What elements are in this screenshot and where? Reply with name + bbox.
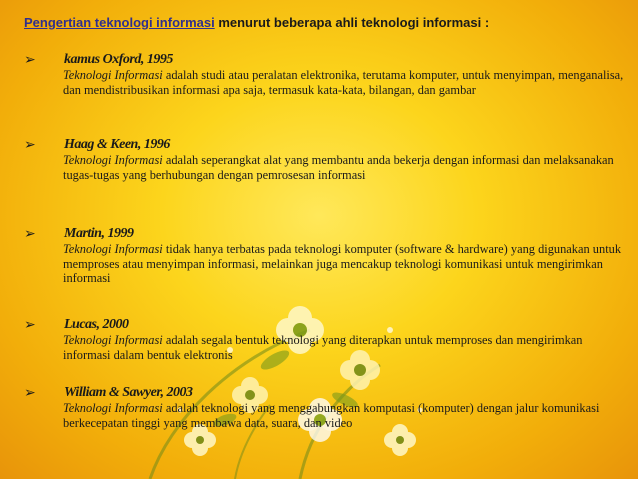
entry-author: William & Sawyer, 2003 [64,385,193,400]
heading-link[interactable]: Pengertian teknologi informasi [24,15,215,30]
entry-text: adalah segala bentuk teknologi yang diterapkan untuk memproses dan mengirimkan informasi dalam bentuk elektronis [63,333,583,362]
entry-author: kamus Oxford, 1995 [64,52,173,67]
entry-term: Teknologi Informasi [63,68,163,82]
entry-author: Martin, 1999 [64,226,134,241]
entry-term: Teknologi Informasi [63,153,163,167]
entry-term: Teknologi Informasi [63,242,163,256]
definition-entry [24,225,624,286]
entry-description [63,333,624,362]
arrow-check-bullet-icon: ➢ [24,317,36,333]
definition-entry [24,316,624,362]
arrow-check-bullet-icon: ➢ [24,226,36,242]
heading-text: menurut beberapa ahli teknologi informasi : [214,15,490,30]
entry-text: adalah studi atau peralatan elektronika, terutama komputer, untuk menyimpan, menganalisa, dan mendistribusikan informasi apa saja, termasuk kata-kata, bilangan, dan gambar [63,68,624,97]
entry-term: Teknologi Informasi [63,401,163,415]
arrow-check-bullet-icon: ➢ [24,52,36,68]
entry-author: Lucas, 2000 [64,317,129,332]
definition-entry [24,384,624,430]
entry-description [63,401,624,430]
entry-term: Teknologi Informasi [63,333,163,347]
entry-description [63,68,624,97]
definition-entry [24,136,624,182]
arrow-check-bullet-icon: ➢ [24,385,36,401]
entry-description [63,242,624,286]
page-heading [24,15,489,30]
entry-text: adalah teknologi yang menggabungkan komputasi (komputer) dengan jalur komunikasi berkecepatan tinggi yang membawa data, suara, dan video [63,401,600,430]
entry-text: adalah seperangkat alat yang membantu anda bekerja dengan informasi dan melaksanakan tugas-tugas yang berhubungan dengan pemrosesan informasi [63,153,614,182]
arrow-check-bullet-icon: ➢ [24,137,36,153]
definition-entry [24,51,624,97]
entry-description [63,153,624,182]
entry-text: tidak hanya terbatas pada teknologi komputer (software & hardware) yang digunakan untuk memproses atau menyimpan informasi, melainkan juga mencakup teknologi komunikasi untuk mengirimkan informasi [63,242,622,286]
entry-author: Haag & Keen, 1996 [64,137,170,152]
